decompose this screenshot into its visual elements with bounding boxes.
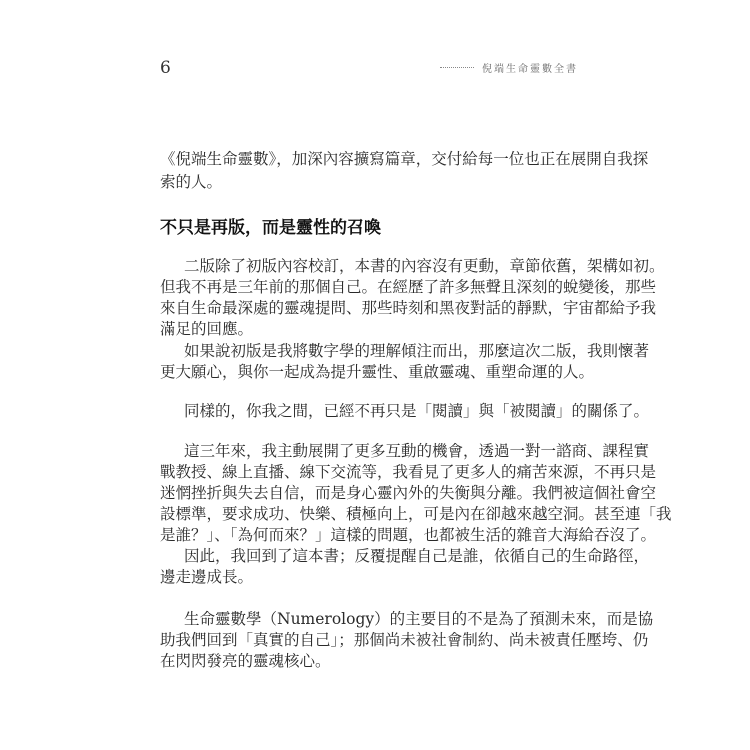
paragraph-line: 二版除了初版內容校訂，本書的內容沒有更動，章節依舊，架構如初。 [184,257,665,275]
running-title: 倪端生命靈數全書 [482,64,578,75]
paragraph-line: 是誰？」、「為何而來？」這樣的問題，也都被生活的雜音大海給吞沒了。 [160,526,657,544]
paragraph-line: 因此，我回到了這本書；反覆提醒自己是誰，依循自己的生命路徑， [184,547,650,565]
paragraph-line: 在閃閃發亮的靈魂核心。 [160,652,331,670]
paragraph-line: 助我們回到「真實的自己」；那個尚未被社會制約、尚未被責任壓垮、仍 [160,631,649,649]
section-heading: 不只是再版，而是靈性的召喚 [160,218,381,238]
paragraph-line: 更大願心，與你一起成為提升靈性、重啟靈魂、重塑命運的人。 [160,363,595,381]
paragraph-line: 同樣的，你我之間，已經不再只是「閱讀」與「被閱讀」的關係了。 [184,402,650,420]
paragraph-line: 但我不再是三年前的那個自己。在經歷了許多無聲且深刻的蛻變後，那些 [160,278,657,296]
intro-line: 索的人。 [160,173,223,191]
paragraph-line: 戰教授、線上直播、線下交流等，我看見了更多人的痛苦來源，不再只是 [160,463,657,481]
paragraph-line: 生命靈數學（Numerology）的主要目的不是為了預測未來，而是協 [184,610,654,628]
paragraph-line: 設標準，要求成功、快樂、積極向上，可是內在卻越來越空洞。甚至連「我 [160,505,672,523]
page-number: 6 [160,58,171,78]
header-rule [440,67,474,68]
paragraph-line: 這三年來，我主動展開了更多互動的機會，透過一對一諮商、課程實 [184,442,650,460]
paragraph-line: 來自生命最深處的靈魂提問、那些時刻和黑夜對話的靜默，宇宙都給予我 [160,299,657,317]
paragraph-line: 迷惘挫折與失去自信，而是身心靈內外的失衡與分離。我們被這個社會空 [160,484,657,502]
running-header [440,60,578,75]
paragraph-line: 邊走邊成長。 [160,568,254,586]
paragraph-line: 滿足的回應。 [160,320,254,338]
paragraph-line: 如果說初版是我將數字學的理解傾注而出，那麼這次二版，我則懷著 [184,342,650,360]
intro-line: 《倪端生命靈數》，加深內容擴寫篇章，交付給每一位也正在展開自我探 [160,150,649,168]
